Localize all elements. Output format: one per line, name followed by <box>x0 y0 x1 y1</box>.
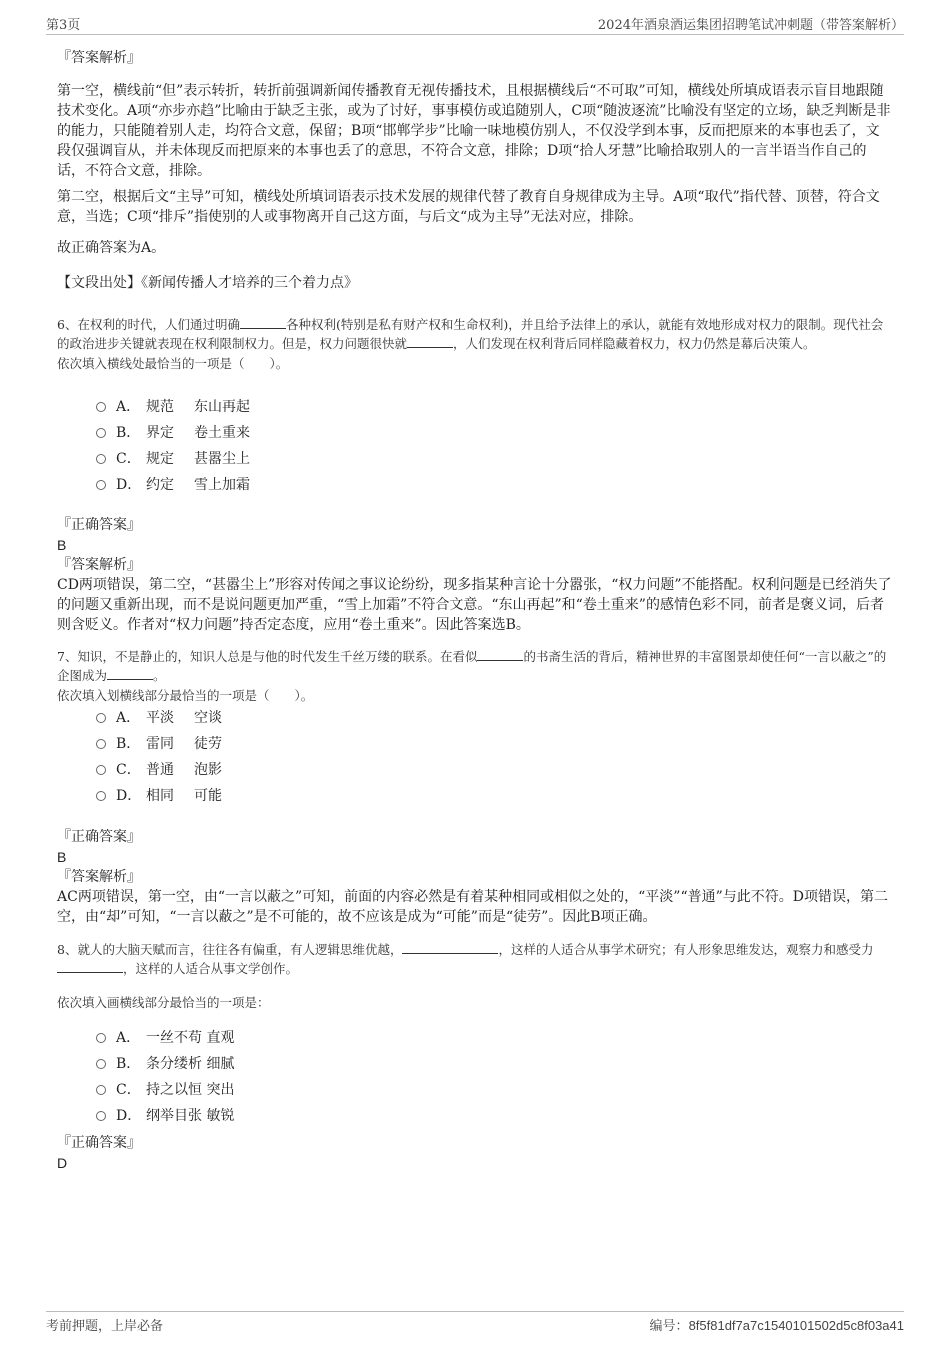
blank <box>240 316 286 329</box>
page-header <box>46 14 904 35</box>
radio-icon[interactable] <box>96 1059 106 1069</box>
option-a[interactable]: A． 一丝不苟 直观 <box>96 1025 234 1051</box>
q5-analysis-p2: 第二空，根据后文“主导”可知，横线处所填词语表示技术发展的规律代替了教育自身规律成为主导。A项“取代”指代替、顶替，符合文意，当选；C项“排斥”指使别的人或事物离开自己这方面，与后文“成为主导”无法对应，排除。 <box>57 189 880 225</box>
q5-source: 【文段出处】《新闻传播人才培养的三个着力点》 <box>57 275 358 291</box>
q6-options <box>96 394 250 498</box>
q8-prompt: 依次填入画横线部分最恰当的一项是： <box>57 995 270 1010</box>
radio-icon[interactable] <box>96 713 106 723</box>
q7-prompt: 依次填入划横线部分最恰当的一项是（ ）。 <box>57 688 314 703</box>
q6-analysis: CD两项错误，第二空，“甚嚣尘上”形容对传闻之事议论纷纷，现多指某种言论十分嚣张，“权力问题”不能搭配。权利问题是已经消失了的问题又重新出现，而不是说问题更加严重，“雪上加霜”不符合文意。“东山再起”和“卷土重来”的感情色彩不同，前者是褒义词，后者则含贬义。作者对“权力问题”持否定态度，应用“卷土重来”。因此答案选B。 <box>57 577 892 633</box>
q7-stem: 7、知识，不是静止的，知识人总是与他的时代发生千丝万缕的联系。在看似 的书斋生活的背后，精神世界的丰富图景却使任何“一言以蔽之”的企图成为 。 依次填入划横线部分最恰当的一项是（ ）。 <box>57 647 892 705</box>
radio-icon[interactable] <box>96 428 106 438</box>
blank <box>107 667 153 680</box>
q5-analysis <box>57 48 892 68</box>
radio-icon[interactable] <box>96 765 106 775</box>
blank <box>477 648 523 661</box>
blank <box>407 335 453 348</box>
q8-prompt-block <box>57 993 892 1012</box>
q7-analysis: AC两项错误，第一空，由“一言以蔽之”可知，前面的内容必然是有着某种相同或相似之处的，“平淡”“普通”与此不符。D项错误，第二空，由“却”可知，“一言以蔽之”是不可能的，故不应该是成为“可能”而是“徒劳”。因此B项正确。 <box>57 889 888 925</box>
option-d[interactable]: D． 约定 雪上加霜 <box>96 472 250 498</box>
radio-icon[interactable] <box>96 739 106 749</box>
option-d[interactable]: D． 相同 可能 <box>96 783 222 809</box>
q8-stem: 8、就人的大脑天赋而言，往往各有偏重，有人逻辑思维优越， ，这样的人适合从事学术研究；有人形象思维发达，观察力和感受力，这样的人适合从事文学创作。 <box>57 942 874 976</box>
radio-icon[interactable] <box>96 791 106 801</box>
option-c[interactable]: C． 规定 甚嚣尘上 <box>96 446 250 472</box>
footer-slogan: 考前押题，上岸必备 <box>46 1319 164 1334</box>
page-footer <box>46 1311 904 1337</box>
option-b[interactable]: B． 界定 卷土重来 <box>96 420 250 446</box>
option-a[interactable]: A． 平淡 空谈 <box>96 705 222 731</box>
q5-analysis-p1: 第一空，横线前“但”表示转折，转折前强调新闻传播教育无视传播技术，且根据横线后“不可取”可知，横线处所填成语表示盲目地跟随技术变化。A项“亦步亦趋”比喻由于缺乏主张，或为了讨好，事事模仿或追随别人，C项“随波逐流”比喻没有坚定的立场，缺乏判断是非的能力，只能随着别人走，均符合文意，保留；B项“邯郸学步”比喻一味地模仿别人，不仅没学到本事，反而把原来的本事也丢了，文段仅强调盲从，并未体现反而把原来的本事也丢了的意思，不符合文意，排除；D项“拾人牙慧”比喻拾取别人的一言半语当作自己的话，不符合文意，排除。 <box>57 83 891 179</box>
q7-answer: 『正确答案』 B 『答案解析』 AC两项错误，第一空，由“一言以蔽之”可知，前面的内容必然是有着某种相同或相似之处的，“平淡”“普通”与此不符。D项错误，第二空，由“却”可知，“一言以蔽之”是不可能的，故不应该是成为“可能”而是“徒劳”。因此B项正确。 <box>57 827 892 927</box>
answer-value: B <box>57 537 67 553</box>
document-title: 2024年酒泉酒运集团招聘笔试冲刺题（带答案解析） <box>597 18 904 33</box>
option-b[interactable]: B． 雷同 徒劳 <box>96 731 222 757</box>
radio-icon[interactable] <box>96 454 106 464</box>
blank <box>57 960 123 973</box>
analysis-label: 『答案解析』 <box>57 50 141 66</box>
answer-value: D <box>57 1155 68 1171</box>
answer-value: B <box>57 849 67 865</box>
radio-icon[interactable] <box>96 480 106 490</box>
radio-icon[interactable] <box>96 1111 106 1121</box>
option-a[interactable]: A． 规范 东山再起 <box>96 394 250 420</box>
option-d[interactable]: D． 纲举目张 敏锐 <box>96 1103 234 1129</box>
option-c[interactable]: C． 持之以恒 突出 <box>96 1077 234 1103</box>
q8-options <box>96 1025 234 1129</box>
option-b[interactable]: B． 条分缕析 细腻 <box>96 1051 234 1077</box>
q6-answer: 『正确答案』 B 『答案解析』 CD两项错误，第二空，“甚嚣尘上”形容对传闻之事议论纷纷，现多指某种言论十分嚣张，“权力问题”不能搭配。权利问题是已经消失了的问题又重新出现，而不是说问题更加严重，“雪上加霜”不符合文意。“东山再起”和“卷土重来”的感情色彩不同，前者是褒义词，后者则含贬义。作者对“权力问题”持否定态度，应用“卷土重来”。因此答案选B。 <box>57 517 892 633</box>
document-code: 编号：8f5f81df7a7c1540101502d5c8f03a41 <box>649 1318 904 1334</box>
page-number: 第3页 <box>46 18 81 33</box>
q6-prompt: 依次填入横线处最恰当的一项是（ ）。 <box>57 356 289 371</box>
q8-answer: 『正确答案』 D <box>57 1133 892 1173</box>
q6-stem: 6、在权利的时代，人们通过明确 各种权利(特别是私有财产权和生命权利)，并且给予法律上的承认，就能有效地形成对权力的限制。现代社会的政治进步关键就表现在权利限制权力。但是，权力问题很快就 ，人们发现在权利背后同样隐藏着权力，权力仍然是幕后决策人。 依次填入横线处最恰当的一项是（ ）。 <box>57 315 892 373</box>
option-c[interactable]: C． 普通 泡影 <box>96 757 222 783</box>
blank <box>402 941 498 954</box>
q5-conclusion: 故正确答案为A。 <box>57 240 166 256</box>
radio-icon[interactable] <box>96 1085 106 1095</box>
radio-icon[interactable] <box>96 402 106 412</box>
radio-icon[interactable] <box>96 1033 106 1043</box>
q7-options <box>96 705 222 809</box>
